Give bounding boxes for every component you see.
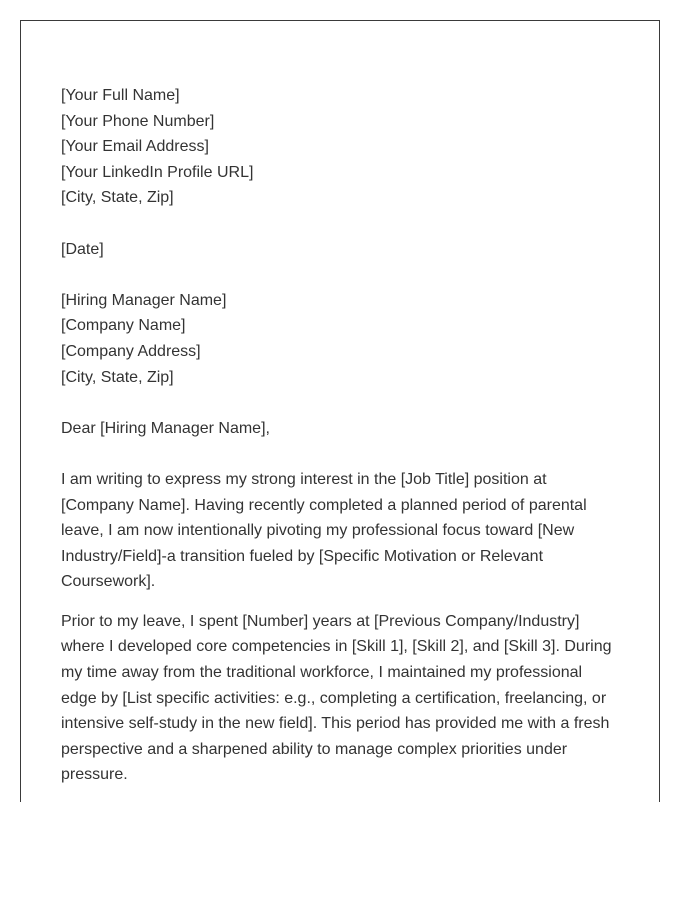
letter-page — [20, 20, 660, 802]
spacer — [61, 441, 621, 467]
recipient-name: [Hiring Manager Name] — [61, 291, 227, 309]
recipient-address: [Company Address] — [61, 342, 201, 360]
sender-block — [61, 83, 621, 211]
recipient-location: [City, State, Zip] — [61, 368, 174, 386]
spacer — [61, 390, 621, 416]
sender-phone: [Your Phone Number] — [61, 112, 215, 130]
sender-linkedin: [Your LinkedIn Profile URL] — [61, 163, 254, 181]
sender-email: [Your Email Address] — [61, 138, 209, 156]
spacer — [61, 262, 621, 288]
sender-name: [Your Full Name] — [61, 87, 180, 104]
salutation: Dear [Hiring Manager Name], — [61, 419, 270, 437]
body-paragraph-1: I am writing to express my strong interest in the [Job Title] position at [Company Name]. Having recently completed a planned period of parental leave, I am now intentionally pivoting my professional focus toward [New Industry/Field]-a transition fueled by [Specific Motivation or Relevant Coursework]. — [61, 470, 587, 591]
spacer — [61, 595, 621, 609]
recipient-company: [Company Name] — [61, 317, 186, 335]
letter-date: [Date] — [61, 240, 104, 258]
recipient-block — [61, 288, 621, 390]
spacer — [61, 211, 621, 237]
letter-content — [61, 83, 621, 788]
body-paragraph-2: Prior to my leave, I spent [Number] years at [Previous Company/Industry] where I developed core competencies in [Skill 1], [Skill 2], and [Skill 3]. During my time away from the traditional workforce, I maintained my professional edge by [List specific activities: e.g., completing a certification, freelancing, or intensive self-study in the new field]. This period has provided me with a fresh perspective and a sharpened ability to manage complex priorities under pressure. — [61, 612, 612, 784]
sender-location: [City, State, Zip] — [61, 189, 174, 207]
